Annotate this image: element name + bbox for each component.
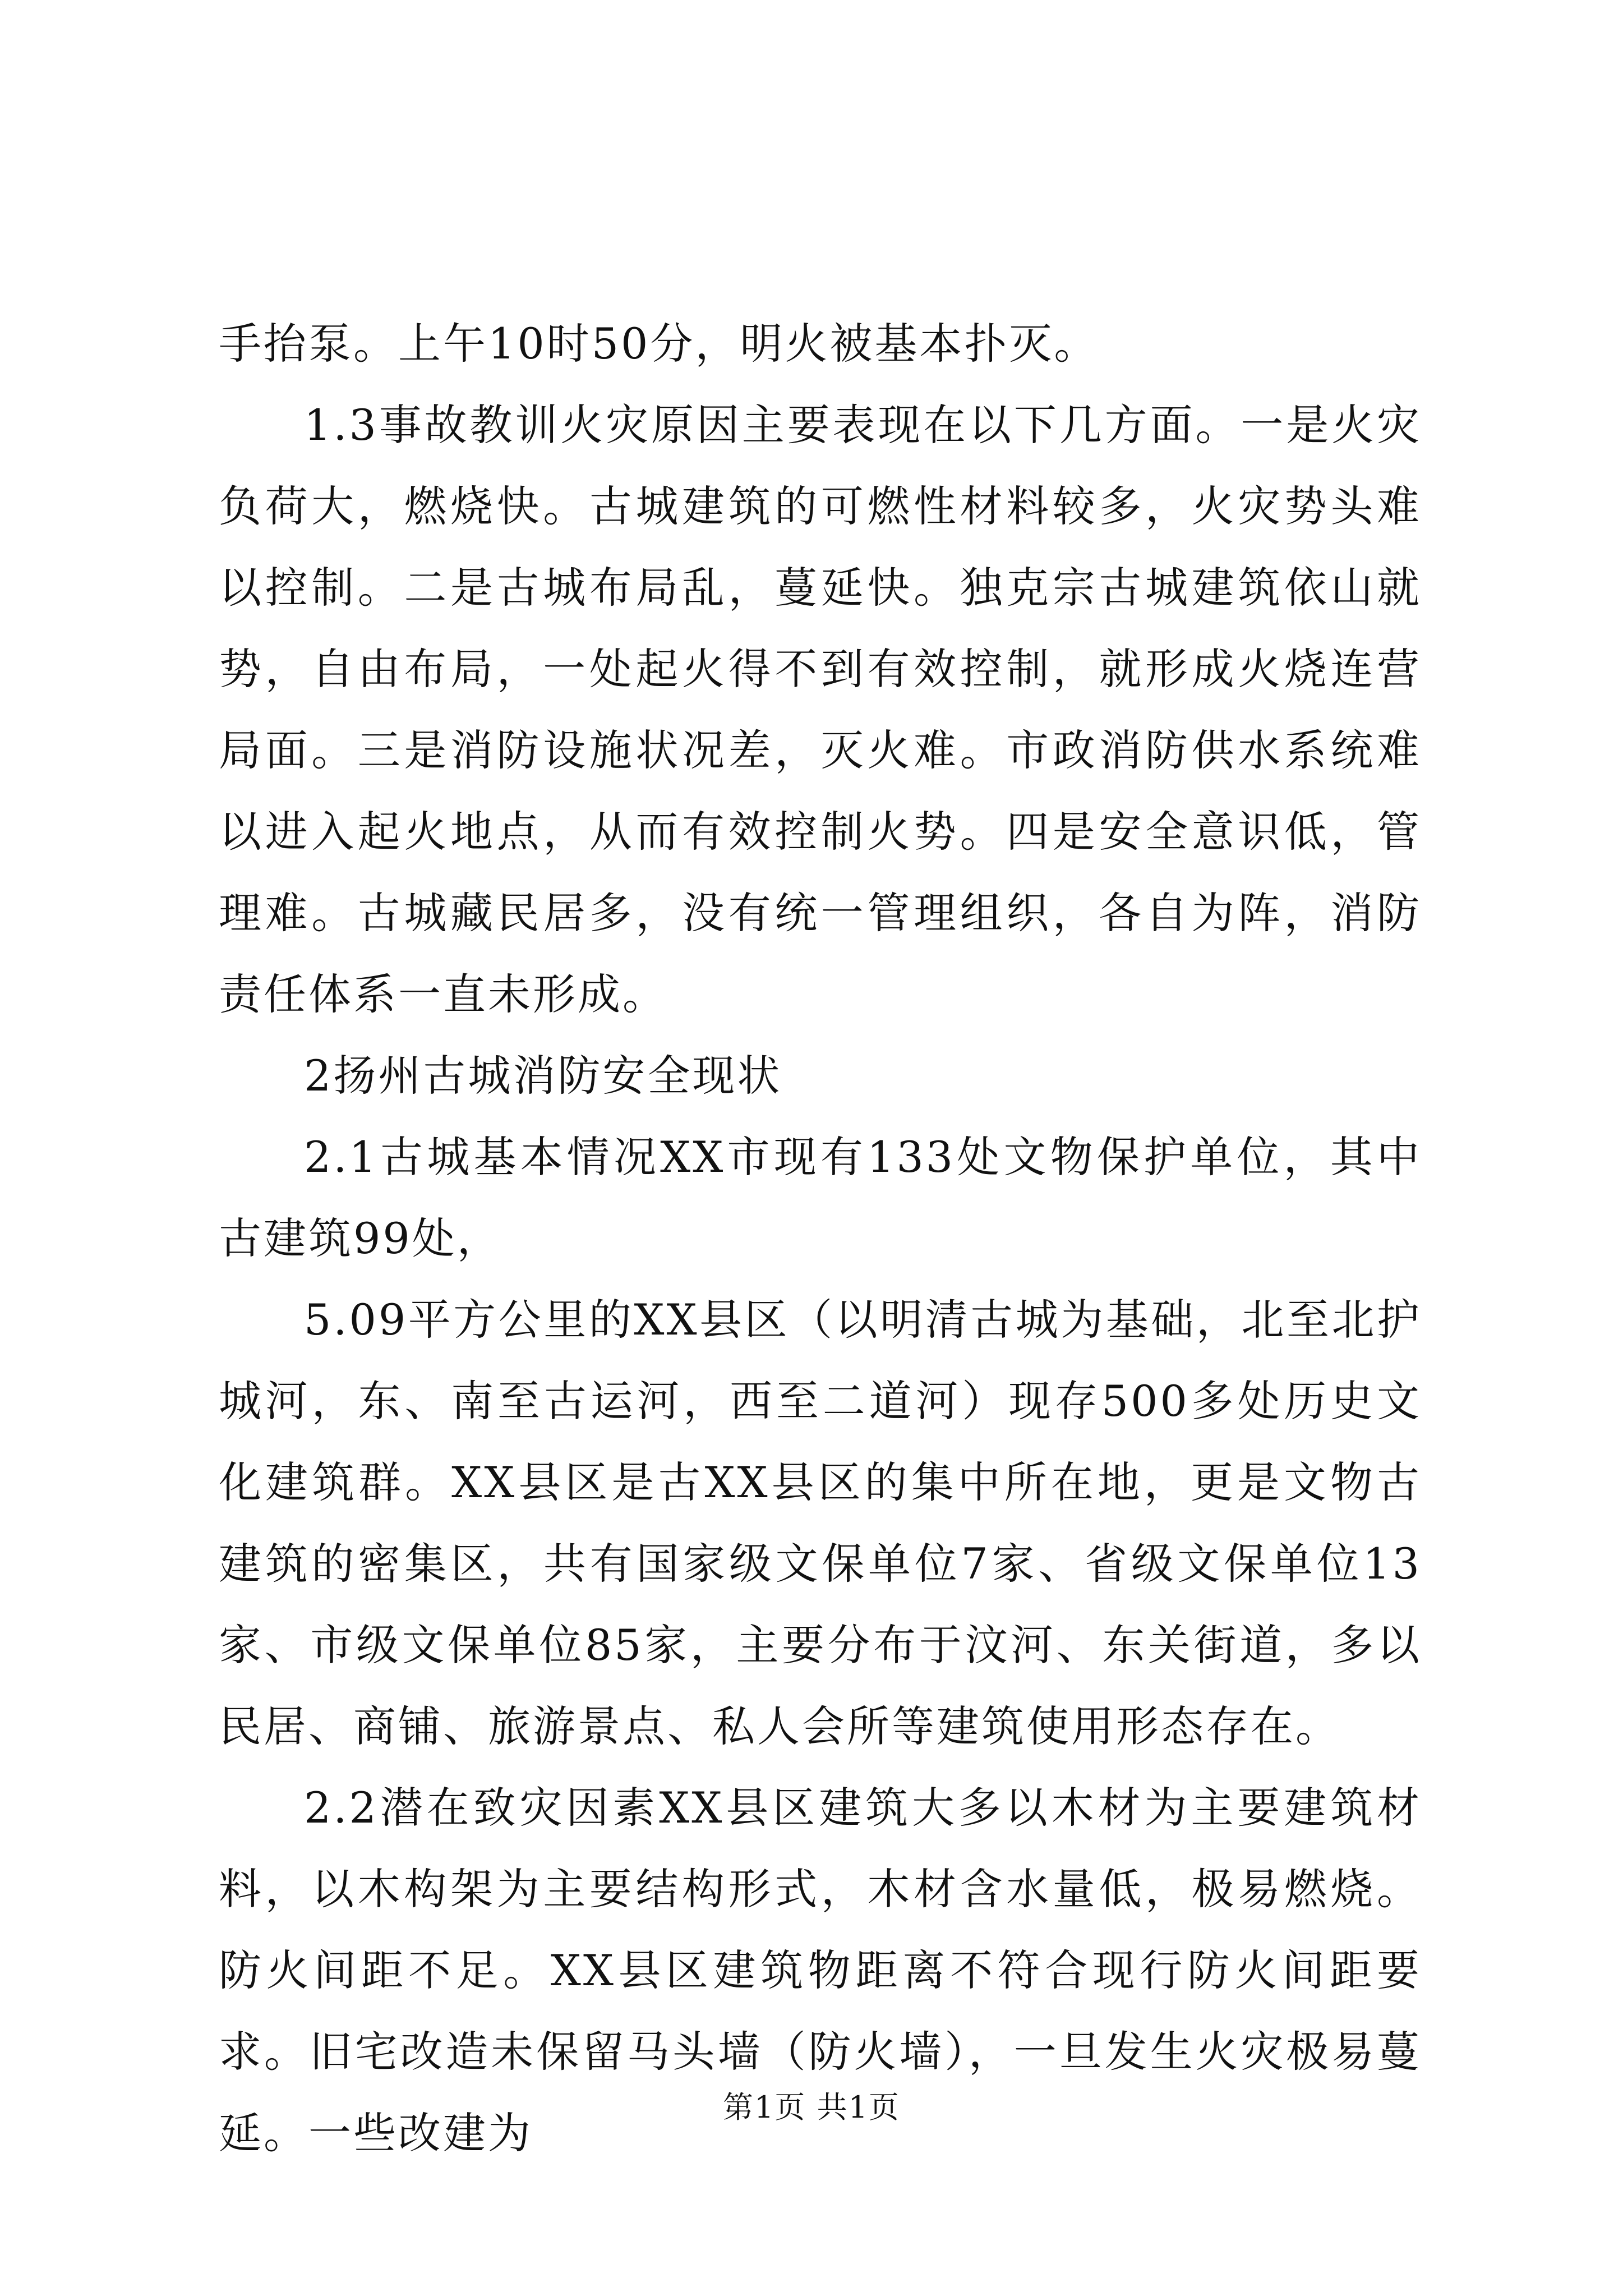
section-heading: 2扬州古城消防安全现状 <box>304 1051 782 1101</box>
paragraph-6: 2.2潜在致灾因素XX县区建筑大多以木材为主要建筑材料，以木构架为主要结构形式，木材含水量低，极易燃烧。防火间距不足。XX县区建筑物距离不符合现行防火间距要求。旧宅改造未保留马头墙（防火墙），一旦发生火灾极易蔓延。一些改建为 <box>219 1783 1422 2158</box>
document-body <box>219 303 1422 2174</box>
paragraph-4: 2.1古城基本情况XX市现有133处文物保护单位，其中古建筑99处， <box>219 1132 1422 1263</box>
page-footer: 第1页 共1页 <box>723 2090 900 2125</box>
paragraph-2: 1.3事故教训火灾原因主要表现在以下几方面。一是火灾负荷大，燃烧快。古城建筑的可燃性材料较多，火灾势头难以控制。二是古城布局乱，蔓延快。独克宗古城建筑依山就势，自由布局，一处起火得不到有效控制，就形成火烧连营局面。三是消防设施状况差，灭火难。市政消防供水系统难以进入起火地点，从而有效控制火势。四是安全意识低，管理难。古城藏民居多，没有统一管理组织，各自为阵，消防责任体系一直未形成。 <box>219 400 1422 1019</box>
paragraph-5: 5.09平方公里的XX县区（以明清古城为基础，北至北护城河，东、南至古运河，西至二道河）现存500多处历史文化建筑群。XX县区是古XX县区的集中所在地，更是文物古建筑的密集区，共有国家级文保单位7家、省级文保单位13家、市级文保单位85家，主要分布于汶河、东关街道，多以民居、商铺、旅游景点、私人会所等建筑使用形态存在。 <box>219 1295 1422 1751</box>
paragraph-1: 手抬泵。上午10时50分，明火被基本扑灭。 <box>219 319 1099 369</box>
